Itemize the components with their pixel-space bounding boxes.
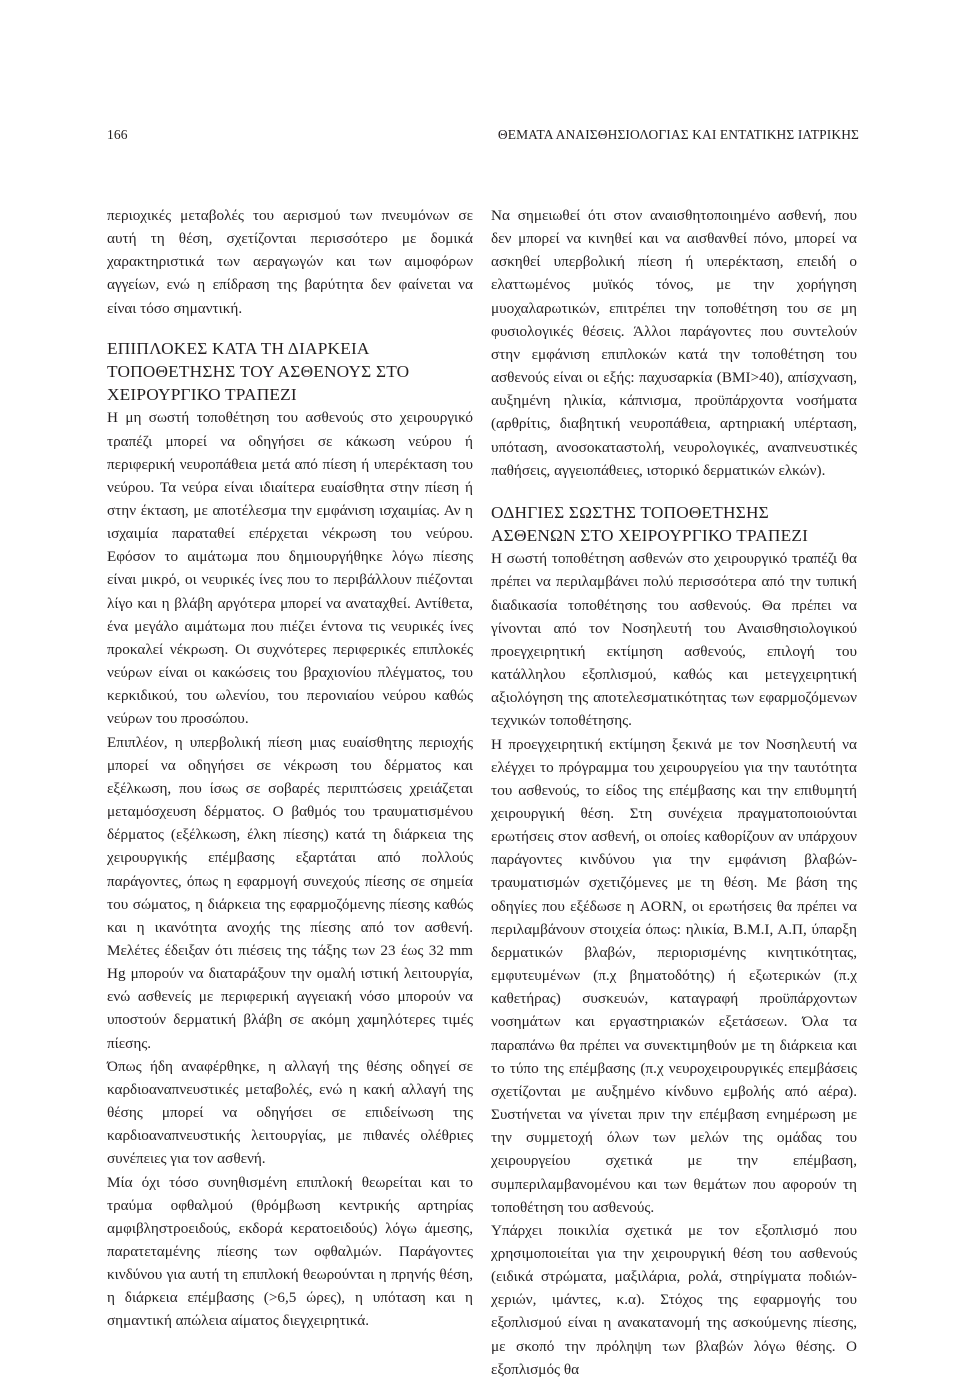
right-intro-paragraph: Να σημειωθεί ότι στον αναισθητοποιημένο ασθενή, που δεν μπορεί να κινηθεί και να αισθανθεί πόνο, μπορεί να ασκηθεί υπερβολική πίεση ή υπερέκταση, επειδή ο ελαττωμένος μυϊκός τόνος, με την χορήγηση μυοχαλαρωτικών, επιτρέπει την τοποθέτηση του σε μη φυσιολογικές θέσεις. Άλλοι παράγοντες που συντελούν στην εμφάνιση επιπλοκών κατά την τοποθέτηση του ασθενούς είναι οι εξής: παχυσαρκία (BMI>40), απίσχναση, αυξημένη ηλικία, κάπνισμα, προϋπάρχοντα νοσήματα (αρθρίτις, διαβητική νευροπάθεια, αρτηριακή υπέρταση, υπόταση, ανοσοκαταστολή, νευρολογικές, αναπνευστικές παθήσεις, αγγειοπάθειες, ιστορικό δερματικών ελκών). — [491, 207, 857, 479]
left-intro-paragraph: περιοχικές μεταβολές του αερισμού των πνευμόνων σε αυτή τη θέση, σχετίζονται περισσότερο με δομικά χαρακτηριστικά των αεραγωγών και των αιμοφόρων αγγείων, ενώ η επίδραση της βαρύτητα δεν φαίνεται να είναι τόσο σημαντική. — [107, 207, 473, 317]
body-paragraph: Όπως ήδη αναφέρθηκε, η αλλαγή της θέσης οδηγεί σε καρδιοαναπνευστικές μεταβολές, ενώ η κακή αλλαγή της θέσης μπορεί να οδηγήσει σε επιδείνωση της καρδιοαναπνευστικής λειτουργίας, με πιθανές ολέθριες συνέπειες για τον ασθενή. — [107, 1057, 473, 1168]
body-paragraph: Επιπλέον, η υπερβολική πίεση μιας ευαίσθητης περιοχής μπορεί να οδηγήσει σε νέκρωση του δέρματος και εξέλκωση, που ίσως σε σοβαρές περιπτώσεις χρειάζεται μεταμόσχευση δέρματος. Ο βαθμός του τραυματισμένου δέρματος (εξέλκωση, έλκη πίεσης) κατά τη διάρκεια της χειρουργικής επέμβασης εξαρτάται από πολλούς παράγοντες, όπως η εφαρμογή συνεχούς πίεσης σε σημεία του σώματος, η διάρκεια της εφαρμοζόμενης πίεσης καθώς και η ικανότητα ανοχής της πίεσης από τον ασθενή. Μελέτες έδειξαν ότι πιέσεις της τάξης των 23 έως 32 mm Hg μπορούν να διαταράξουν την ομαλή ιστική λειτουργία, ενώ ασθενείς με περιφερική αγγειακή νόσο μπορούν να υποστούν δερματική βλάβη σε ακόμη χαμηλότερες τιμές πίεσης. — [107, 733, 473, 1052]
section-heading-positioning-guidelines: ΟΔΗΓΙΕΣ ΣΩΣΤΗΣ ΤΟΠΟΘΕΤΗΣΗΣ ΑΣΘΕΝΩΝ ΣΤΟ ΧΕΙΡΟΥΡΓΙΚΟ ΤΡΑΠΕΖΙ — [491, 502, 809, 546]
right-column — [491, 204, 857, 1381]
left-column — [107, 204, 473, 1333]
body-paragraph: Η μη σωστή τοποθέτηση του ασθενούς στο χειρουργικό τραπέζι μπορεί να οδηγήσει σε κάκωση νεύρου ή περιφερική νευροπάθεια μετά από πίεση ή υπερέκταση του νεύρου. Τα νεύρα είναι ιδιαίτερα ευαίσθητα στην πίεση ή στην έκταση, με αποτέλεσμα την εμφάνιση ισχαιμίας. Αν η ισχαιμία παραταθεί επέρχεται νέκρωση του νεύρου. Εφόσον το αιμάτωμα που δημιουργήθηκε λόγω πίεσης είναι μικρό, οι νευρικές ίνες που το περιβάλλουν πιέζονται λίγο και η βλάβη αργότερα μπορεί να αναταχθεί. Αντίθετα, ένα μεγάλο αιμάτωμα που πιέζει έντονα τις νευρικές ίνες προκαλεί νέκρωση. Οι συχνότερες περιφερικές επιπλοκές νεύρων είναι οι κακώσεις του βραχιονίου πλέγματος, του κερκιδικού, του ωλενίου, του περονιαίου νεύρου καθώς νεύρων του προσώπου. — [107, 409, 473, 728]
page-header — [107, 127, 859, 147]
body-paragraph: Υπάρχει ποικιλία σχετικά με τον εξοπλισμό που χρησιμοποιείται για την χειρουργική θέση του ασθενούς (ειδικά στρώματα, μαξιλάρια, ρολά, στηρίγματα ποδιών-χεριών, ιμάντες, κ.α). Στόχος της εφαρμογής του εξοπλισμού είναι η ανακατανομή της ασκούμενης πίεσης, με σκοπό την πρόληψη των βλαβών λόγω θέσης. Ο εξοπλισμός θα — [491, 1221, 857, 1378]
body-paragraph: Μία όχι τόσο συνηθισμένη επιπλοκή θεωρείται και το τραύμα οφθαλμού (θρόμβωση κεντρικής αρτηρίας αμφιβληστροειδούς, εκδορά κερατοειδούς) λόγω άμεσης, παρατεταμένης πίεσης των οφθαλμών. Παράγοντες κινδύνου για αυτή τη επιπλοκή θεωρούνται η πρηνής θέση, η διάρκεια επέμβασης (>6,5 ώρες), η υπόταση και η σημαντική απώλεια αίματος διεγχειρητικά. — [107, 1173, 473, 1330]
body-paragraph: Η σωστή τοποθέτηση ασθενών στο χειρουργικό τραπέζι θα πρέπει να περιλαμβάνει πολύ περισσότερα από την τυπική διαδικασία τοποθέτησης του ασθενούς. Θα πρέπει να γίνονται από τον Νοσηλευτή του Αναισθησιολογικού προεγχειρητική εκτίμηση ασθενούς, επιλογή του κατάλληλου εξοπλισμού, καθώς και μετεγχειρητική αξιολόγηση της αποτελεσματικότητας των εφαρμοζόμενων τεχνικών τοποθέτησης. — [491, 550, 857, 730]
page-number: 166 — [107, 127, 128, 142]
body-paragraph: Η προεγχειρητική εκτίμηση ξεκινά με τον Νοσηλευτή να ελέγχει το πρόγραμμα του χειρουργείου για την ταυτότητα του ασθενούς, το είδος της επέμβασης και την επιθυμητή χειρουργική θέση. Στη συνέχεια πραγματοποιούνται ερωτήσεις στον ασθενή, οι οποίες καθορίζουν αν υπάρχουν παράγοντες κινδύνου για την εμφάνιση βλαβών-τραυματισμών σχετιζόμενες με τη θέση. Με βάση της οδηγίες που εξέδωσε η AORN, οι ερωτήσεις θα πρέπει να περιλαμβάνουν στοιχεία όπως: ηλικία, Β.Μ.Ι, Α.Π, ύπαρξη δερματικών βλαβών, περιορισμένης κινητικότητας, εμφυτευμένων (π.χ βηματοδότης) ή εξωτερικών (π.χ καθετήρας) συσκευών, καταγραφή προϋπάρχοντων νοσημάτων και εργαστηριακών εξετάσεων. Όλα τα παραπάνω θα πρέπει να συνεκτιμηθούν με τη διάρκεια και το τύπο της επέμβασης (π.χ νευροχειρουργικές επεμβάσεις σχετίζονται με αυξημένο κίνδυνο εμβολής από αέρα). Συστήνεται να γίνεται πριν την επέμβαση ενημέρωση με την συμμετοχή όλων των μελών της ομάδας του χειρουργείου σχετικά με την επέμβαση, συμπεριλαμβανομένου και των θεμάτων που αφορούν τη τοποθέτηση του ασθενούς. — [491, 735, 857, 1216]
section-heading-complications: ΕΠΙΠΛΟΚΕΣ ΚΑΤΑ ΤΗ ΔΙΑΡΚΕΙΑ ΤΟΠΟΘΕΤΗΣΗΣ ΤΟΥ ΑΣΘΕΝΟΥΣ ΣΤΟ ΧΕΙΡΟΥΡΓΙΚΟ ΤΡΑΠΕΖΙ — [107, 338, 410, 405]
running-title: ΘΕΜΑΤΑ ΑΝΑΙΣΘΗΣΙΟΛΟΓΙΑΣ ΚΑΙ ΕΝΤΑΤΙΚΗΣ ΙΑΤΡΙΚΗΣ — [497, 127, 859, 142]
